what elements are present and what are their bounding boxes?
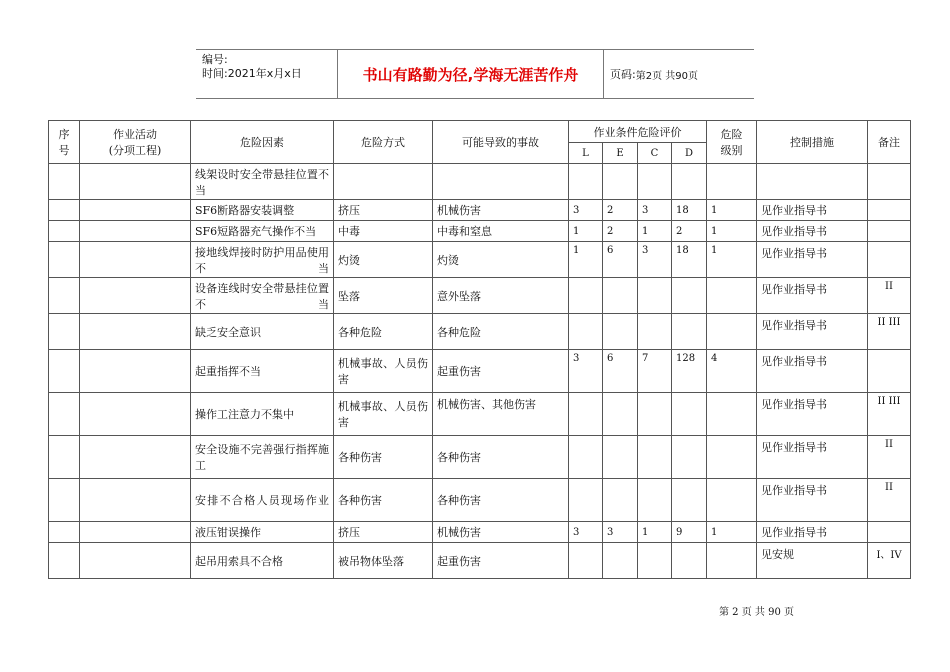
note-cell: II: [868, 278, 911, 314]
control-cell: 见安规: [757, 543, 868, 579]
table-row: [49, 436, 911, 479]
hazard-cell: 安排不合格人员现场作业: [191, 479, 334, 522]
col-D: D: [672, 143, 707, 164]
table-row: [49, 221, 911, 242]
page-footer: 第 2 页 共 90 页: [719, 607, 794, 618]
page-text: 第2页 共90页: [635, 70, 698, 82]
table-row: [49, 242, 911, 278]
c-cell: 1: [638, 221, 672, 242]
l-cell: [569, 278, 603, 314]
mode-cell: 机械事故、人员伤害: [334, 350, 433, 393]
col-L: L: [569, 143, 603, 164]
hazard-table: [48, 120, 911, 579]
col-hazard: 危险因素: [191, 121, 334, 164]
d-cell: [672, 436, 707, 479]
d-cell: 18: [672, 242, 707, 278]
e-cell: [603, 543, 638, 579]
c-cell: 7: [638, 350, 672, 393]
c-cell: [638, 314, 672, 350]
hazard-cell: 液压钳误操作: [191, 522, 334, 543]
l-cell: [569, 436, 603, 479]
accident-cell: [433, 164, 569, 200]
hazard-cell: 起重指挥不当: [191, 350, 334, 393]
table-row: [49, 479, 911, 522]
l-cell: 1: [569, 221, 603, 242]
c-cell: [638, 436, 672, 479]
accident-cell: 机械伤害: [433, 522, 569, 543]
e-cell: 3: [603, 522, 638, 543]
col-level: 危险级别: [707, 121, 757, 164]
l-cell: [569, 479, 603, 522]
control-cell: [757, 164, 868, 200]
hazard-cell: 操作工注意力不集中: [191, 393, 334, 436]
accident-cell: 意外坠落: [433, 278, 569, 314]
note-cell: [868, 242, 911, 278]
accident-cell: 各种危险: [433, 314, 569, 350]
mode-cell: 被吊物体坠落: [334, 543, 433, 579]
level-cell: 1: [707, 200, 757, 221]
col-C: C: [638, 143, 672, 164]
table-row: [49, 350, 911, 393]
mode-cell: 挤压: [334, 522, 433, 543]
d-cell: 18: [672, 200, 707, 221]
note-cell: [868, 221, 911, 242]
note-cell: II: [868, 479, 911, 522]
l-cell: 3: [569, 522, 603, 543]
e-cell: [603, 393, 638, 436]
level-cell: [707, 278, 757, 314]
d-cell: [672, 393, 707, 436]
control-cell: 见作业指导书: [757, 278, 868, 314]
control-cell: 见作业指导书: [757, 436, 868, 479]
e-cell: 2: [603, 221, 638, 242]
accident-cell: 中毒和窒息: [433, 221, 569, 242]
e-cell: [603, 479, 638, 522]
level-cell: 1: [707, 522, 757, 543]
control-cell: 见作业指导书: [757, 200, 868, 221]
d-cell: [672, 543, 707, 579]
c-cell: 3: [638, 242, 672, 278]
mode-cell: 各种危险: [334, 314, 433, 350]
note-cell: II III: [868, 393, 911, 436]
hazard-cell: 设备连线时安全带悬挂位置不当: [191, 278, 334, 314]
control-cell: 见作业指导书: [757, 221, 868, 242]
accident-cell: 灼烫: [433, 242, 569, 278]
c-cell: [638, 164, 672, 200]
control-cell: 见作业指导书: [757, 242, 868, 278]
control-cell: 见作业指导书: [757, 393, 868, 436]
level-cell: 4: [707, 350, 757, 393]
accident-cell: 各种伤害: [433, 479, 569, 522]
c-cell: [638, 393, 672, 436]
control-cell: 见作业指导书: [757, 522, 868, 543]
l-cell: [569, 164, 603, 200]
d-cell: 9: [672, 522, 707, 543]
l-cell: 1: [569, 242, 603, 278]
table-row: [49, 543, 911, 579]
col-note: 备注: [868, 121, 911, 164]
e-cell: [603, 278, 638, 314]
l-cell: 3: [569, 200, 603, 221]
control-cell: 见作业指导书: [757, 479, 868, 522]
d-cell: [672, 278, 707, 314]
table-row: [49, 278, 911, 314]
d-cell: 2: [672, 221, 707, 242]
level-cell: 1: [707, 221, 757, 242]
hazard-cell: SF6断路器安装调整: [191, 200, 334, 221]
table-row: [49, 314, 911, 350]
level-cell: [707, 393, 757, 436]
accident-cell: 机械伤害、其他伤害: [433, 393, 569, 436]
col-E: E: [603, 143, 638, 164]
note-cell: [868, 522, 911, 543]
d-cell: 128: [672, 350, 707, 393]
mode-cell: [334, 164, 433, 200]
accident-cell: 起重伤害: [433, 543, 569, 579]
mode-cell: 各种伤害: [334, 479, 433, 522]
control-cell: 见作业指导书: [757, 350, 868, 393]
c-cell: 3: [638, 200, 672, 221]
number-label: 编号:: [202, 53, 228, 66]
mode-cell: 机械事故、人员伤害: [334, 393, 433, 436]
table-row: [49, 393, 911, 436]
note-cell: II III: [868, 314, 911, 350]
level-cell: [707, 436, 757, 479]
l-cell: [569, 314, 603, 350]
d-cell: [672, 314, 707, 350]
e-cell: [603, 436, 638, 479]
accident-cell: 起重伤害: [433, 350, 569, 393]
col-control: 控制措施: [757, 121, 868, 164]
header-meta: [196, 50, 338, 98]
mode-cell: 中毒: [334, 221, 433, 242]
level-cell: [707, 543, 757, 579]
page-prefix: 页码:: [610, 68, 636, 81]
mode-cell: 各种伤害: [334, 436, 433, 479]
hazard-cell: 接地线焊接时防护用品使用不当: [191, 242, 334, 278]
table-row: [49, 200, 911, 221]
mode-cell: 挤压: [334, 200, 433, 221]
page-indicator: [604, 50, 754, 98]
hazard-cell: 安全设施不完善强行指挥施工: [191, 436, 334, 479]
hazard-cell: SF6短路器充气操作不当: [191, 221, 334, 242]
c-cell: [638, 278, 672, 314]
hazard-cell: 缺乏安全意识: [191, 314, 334, 350]
note-cell: I、IV: [868, 543, 911, 579]
l-cell: [569, 543, 603, 579]
e-cell: [603, 314, 638, 350]
l-cell: 3: [569, 350, 603, 393]
col-mode: 危险方式: [334, 121, 433, 164]
note-cell: [868, 350, 911, 393]
table-row: [49, 522, 911, 543]
accident-cell: 机械伤害: [433, 200, 569, 221]
hazard-cell: 线架设时安全带悬挂位置不当: [191, 164, 334, 200]
level-cell: [707, 314, 757, 350]
col-eval: 作业条件危险评价: [569, 121, 707, 143]
c-cell: [638, 543, 672, 579]
note-cell: [868, 200, 911, 221]
col-activity: [80, 121, 191, 164]
note-cell: II: [868, 436, 911, 479]
c-cell: [638, 479, 672, 522]
d-cell: [672, 479, 707, 522]
accident-cell: 各种伤害: [433, 436, 569, 479]
col-seq: 序号: [49, 121, 80, 164]
e-cell: [603, 164, 638, 200]
mode-cell: 灼烫: [334, 242, 433, 278]
c-cell: 1: [638, 522, 672, 543]
control-cell: 见作业指导书: [757, 314, 868, 350]
level-cell: 1: [707, 242, 757, 278]
table-row: [49, 164, 911, 200]
e-cell: 6: [603, 242, 638, 278]
l-cell: [569, 393, 603, 436]
level-cell: [707, 164, 757, 200]
note-cell: [868, 164, 911, 200]
col-activity-label: 作业活动: [113, 128, 157, 141]
level-cell: [707, 479, 757, 522]
col-activity-sub: (分项工程): [108, 144, 162, 157]
e-cell: 2: [603, 200, 638, 221]
d-cell: [672, 164, 707, 200]
time-label: 时间:2021年x月x日: [202, 67, 302, 80]
hazard-cell: 起吊用索具不合格: [191, 543, 334, 579]
motto: 书山有路勤为径,学海无涯苦作舟: [338, 50, 604, 98]
col-accident: 可能导致的事故: [433, 121, 569, 164]
e-cell: 6: [603, 350, 638, 393]
document-header: [196, 49, 754, 99]
mode-cell: 坠落: [334, 278, 433, 314]
